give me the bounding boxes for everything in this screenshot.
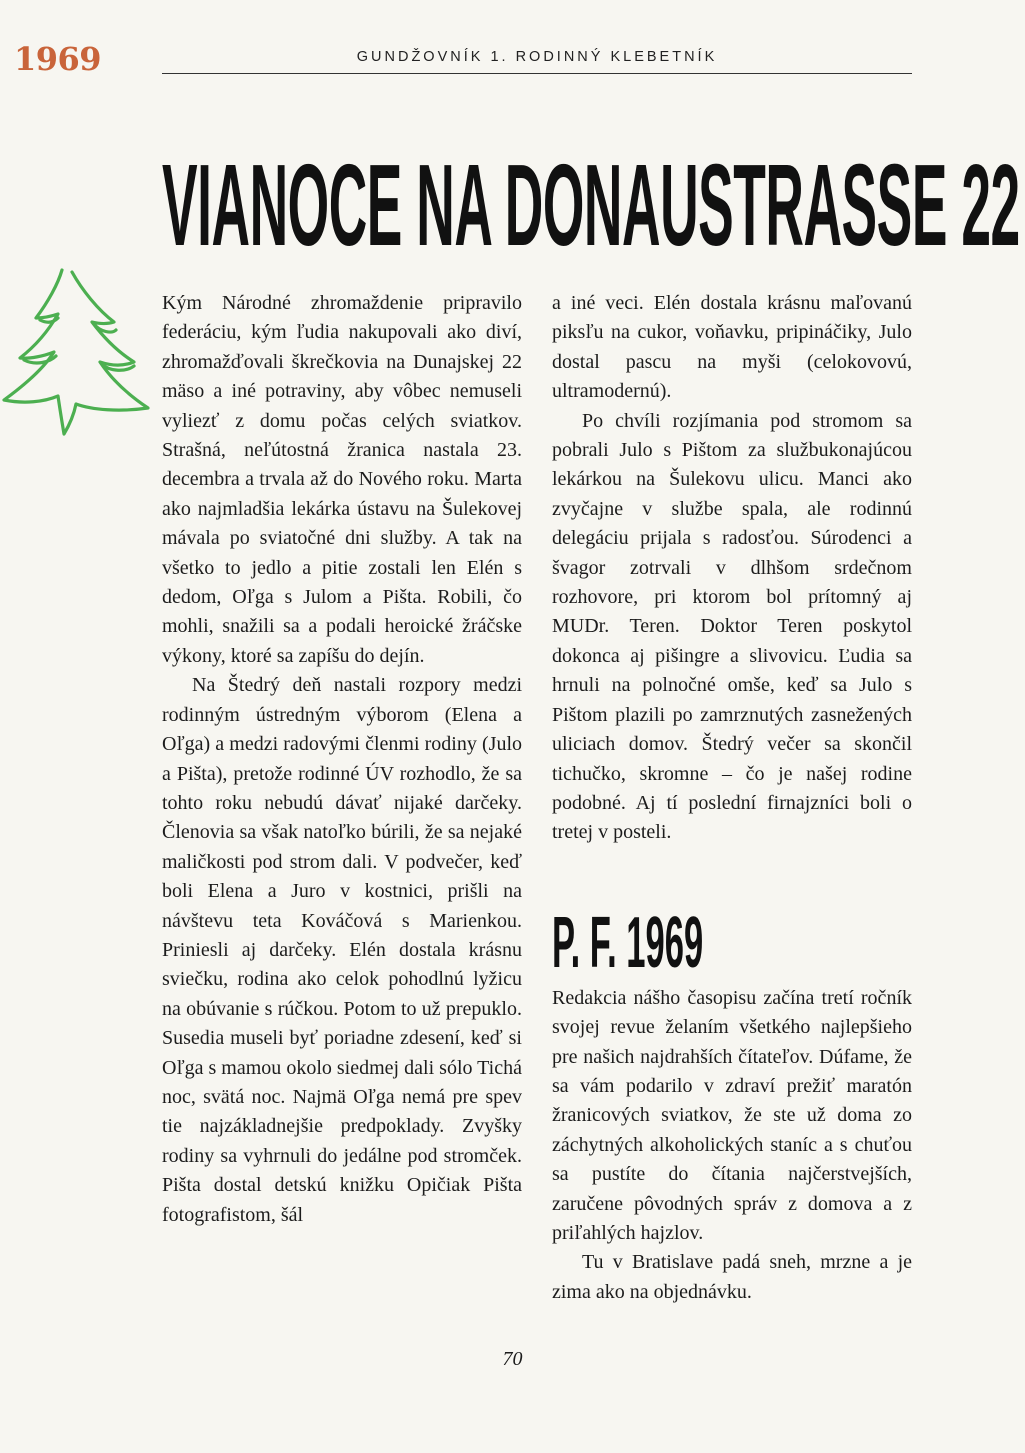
paragraph: a iné veci. Elén dostala krásnu maľovanú piksľu na cukor, voňavku, pripináčiky, Julo dostal pascu na myši (celokovovú, ultramodernú). bbox=[552, 292, 912, 403]
paragraph: Na Štedrý deň nastali rozpory medzi rodinným ústredným výborom (Elena a Oľga) a medzi radovými členmi rodiny (Julo a Pišta), pretože rodinné ÚV rozhodlo, že sa tohto roku nebudú dávať nijaké darčeky. Členovia sa však natoľko búrili, že sa nejaké maličkosti pod strom dali. V podvečer, keď boli Elena a Juro v kostnici, prišli na návštevu teta Kováčová s Marienkou. Priniesli aj darčeky. Elén dostala krásnu sviečku, rodina ako celok pohodlnú lyžicu na obúvanie s rúčkou. Potom to už prepuklo. Susedia museli byť poriadne zdesení, keď si Oľga s mamou okolo siedmej dali sólo Tichá noc, svätá noc. Najmä Oľga nemá pre spev tie najzákladnejšie predpoklady. Zvyšky rodiny sa vyhrnuli do jedálne pod stromček. Pišta dostal detskú knižku Opičiak Pišta fotografistom, šál bbox=[162, 674, 522, 1226]
christmas-tree-icon bbox=[0, 262, 155, 442]
section-title: P. F. 1969 bbox=[552, 902, 704, 983]
left-column bbox=[162, 289, 522, 1230]
paragraph: Redakcia nášho časopisu začína tretí ročník svojej revue želaním všetkého najlepšieho pre našich najdrahších čítateľov. Dúfame, že sa vám podarilo v zdraví prežiť maratón žranicových sviatkov, že ste už doma zo záchytných alkoholických staníc a s chuťou sa pustíte do čítania najčerstvejších, zaručene pôvodných správ z domova a z priľahlých hajzlov. bbox=[552, 986, 912, 1244]
page-number: 70 bbox=[502, 1348, 523, 1370]
article-title: VIANOCE NA DONAUSTRASSE 22 bbox=[162, 140, 1020, 270]
paragraph: Po chvíli rozjímania pod stromom sa pobrali Julo s Pištom za službukonajúcou lekárkou na Šulekovu ulicu. Manci ako zvyčajne v službe spala, ale rodinnú delegáciu prijala s radosťou. Súrodenci a švagor zotrvali v dlhšom srdečnom rozhovore, pri ktorom bol prítomný aj MUDr. Teren. Doktor Teren poskytol dokonca aj pišingre a slivovicu. Ľudia sa hrnuli na polnočné omše, keď sa Julo s Pištom plazili po zamrznutých zasnežených uliciach domov. Štedrý večer sa skončil tichučko, skromne – čo je našej rodine podobné. Aj tí poslední firnajzníci boli o tretej v posteli. bbox=[552, 409, 912, 844]
paragraph: Kým Národné zhromaždenie pripravilo federáciu, kým ľudia nakupovali ako diví, zhromažďovali škrečkovia na Dunajskej 22 mäso a iné potraviny, aby vôbec nemuseli vyliezť z domu počas celých sviatkov. Strašná, neľútostná žranica nastala 23. decembra a trvala až do Nového roku. Marta ako najmladšia lekárka ústavu na Šulekovej mávala po sviatočné dni služby. A tak na všetko to jedlo a pitie zostali len Elén s dedom, Oľga s Julom a Pišta. Robili, čo mohli, snažili sa a podali heroické žráčske výkony, ktoré sa zapíšu do dejín. bbox=[162, 292, 522, 667]
paragraph: Tu v Bratislave padá sneh, mrzne a je zima ako na objednávku. bbox=[552, 1251, 912, 1303]
header-rule bbox=[162, 73, 912, 74]
year-label: 1969 bbox=[14, 40, 102, 78]
running-head: GUNDŽOVNÍK 1. RODINNÝ KLEBETNÍK bbox=[356, 49, 718, 65]
right-column bbox=[552, 289, 912, 1307]
